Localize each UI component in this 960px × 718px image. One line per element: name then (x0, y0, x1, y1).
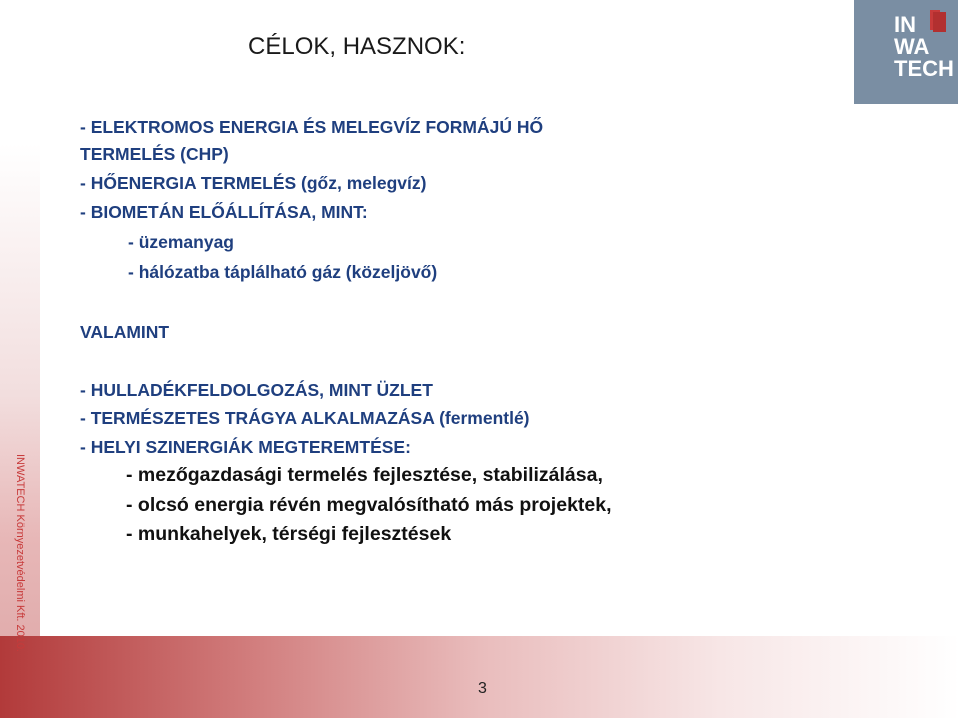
sub-bullet-line: - olcsó energia révén megvalósítható más projektek, (126, 494, 612, 516)
bullet-line: - HELYI SZINERGIÁK MEGTEREMTÉSE: (80, 437, 411, 457)
logo-flag-icon (930, 10, 946, 32)
bullet-line: - ELEKTROMOS ENERGIA ÉS MELEGVÍZ FORMÁJÚ HŐ (80, 117, 544, 137)
page-number: 3 (478, 680, 487, 697)
logo-line-3: TECH (894, 56, 954, 81)
bottom-gradient-band (0, 636, 960, 718)
sub-bullet-line: - hálózatba táplálható gáz (közeljövő) (128, 262, 438, 282)
company-footer-vertical: INWATECH Környezetvédelmi Kft. 2010. (14, 454, 26, 653)
bullet-line: - HŐENERGIA TERMELÉS (gőz, melegvíz) (80, 173, 427, 193)
logo-line-2: WA (894, 34, 930, 59)
bullet-line: TERMELÉS (CHP) (80, 144, 229, 164)
inwatech-logo (854, 0, 958, 104)
section-label: VALAMINT (80, 322, 170, 342)
slide-title: CÉLOK, HASZNOK: (248, 33, 466, 60)
sub-bullet-line: - mezőgazdasági termelés fejlesztése, stabilizálása, (126, 464, 603, 486)
bullet-line: - HULLADÉKFELDOLGOZÁS, MINT ÜZLET (80, 380, 433, 400)
bullet-line: - BIOMETÁN ELŐÁLLÍTÁSA, MINT: (80, 202, 368, 222)
bullet-line: - TERMÉSZETES TRÁGYA ALKALMAZÁSA (fermentlé) (80, 408, 530, 428)
sub-bullet-line: - munkahelyek, térségi fejlesztések (126, 523, 452, 545)
sub-bullet-line: - üzemanyag (128, 232, 234, 252)
logo-line-1: IN (894, 12, 916, 37)
